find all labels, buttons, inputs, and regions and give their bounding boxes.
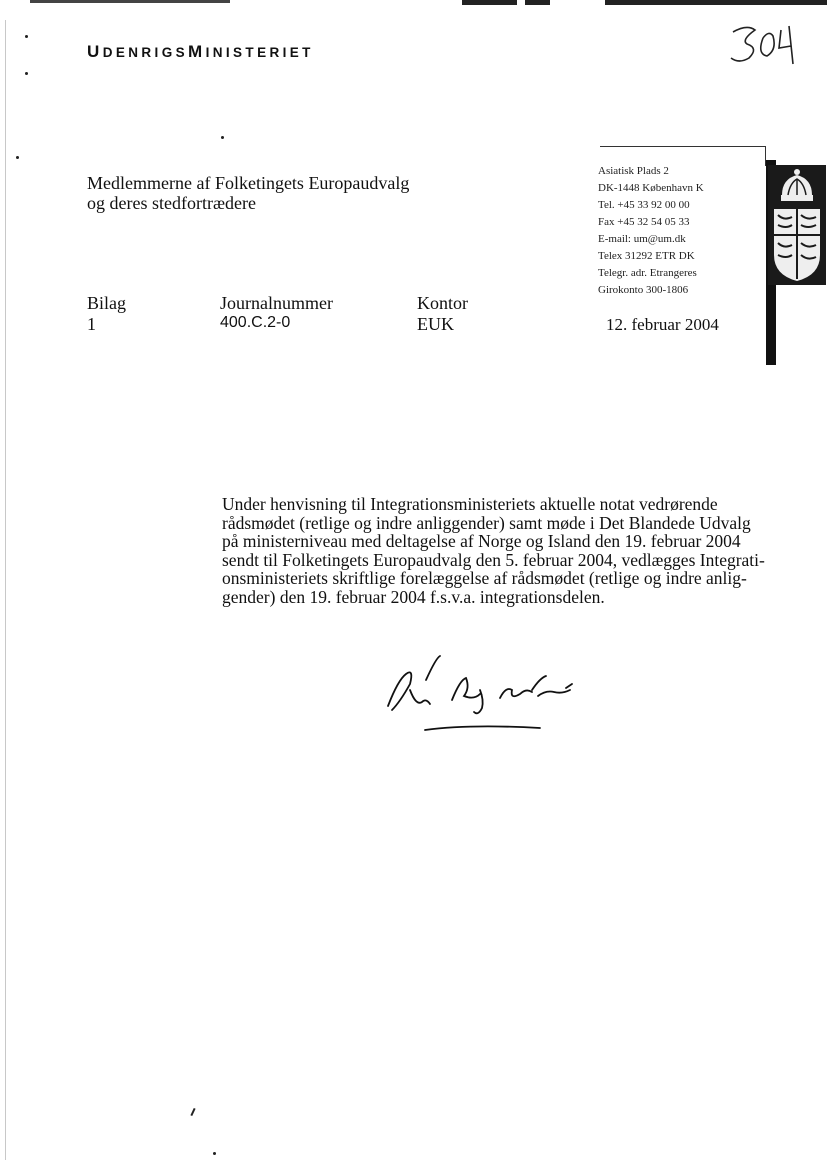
- scan-speck: [16, 156, 19, 159]
- scan-artifact: [605, 0, 827, 5]
- bilag-label: Bilag: [87, 293, 126, 313]
- scan-edge-line: [5, 20, 6, 1160]
- scan-speck: [213, 1152, 216, 1155]
- body-line: rådsmødet (retlige og indre anliggender) samt møde i Det Blandede Udvalg: [222, 512, 751, 533]
- body-line: gender) den 19. februar 2004 f.s.v.a. integrationsdelen.: [222, 586, 605, 607]
- recipient-line: Medlemmerne af Folketingets Europaudvalg: [87, 173, 410, 193]
- body-line: onsministeriets skriftlige forelæggelse af rådsmødet (retlige og indre anlig-: [222, 568, 747, 589]
- recipient-line: og deres stedfortrædere: [87, 193, 256, 213]
- body-line: Under henvisning til Integrationsministeriets aktuelle notat vedrørende: [222, 494, 718, 514]
- kontor-value: EUK: [417, 314, 454, 334]
- handwritten-signature: [370, 650, 590, 740]
- scan-speck: [25, 72, 28, 75]
- ministry-address: [598, 163, 704, 299]
- scan-speck: [25, 35, 28, 38]
- scan-speck: [190, 1108, 195, 1116]
- letter-date: 12. februar 2004: [606, 315, 719, 334]
- address-line: Asiatisk Plads 2: [598, 165, 669, 177]
- address-rule: [600, 146, 765, 147]
- address-line: Fax +45 32 54 05 33: [598, 216, 690, 228]
- scan-artifact: [525, 0, 550, 5]
- journal-value: 400.C.2-0: [220, 314, 291, 331]
- recipient-block: [87, 173, 409, 213]
- handwritten-archive-number: [727, 20, 803, 68]
- address-line: Girokonto 300-1806: [598, 284, 689, 296]
- royal-crest-icon: [768, 165, 826, 285]
- body-line: sendt til Folketingets Europaudvalg den 5. februar 2004, vedlægges Integrati-: [222, 549, 765, 570]
- address-line: Tel. +45 33 92 00 00: [598, 199, 690, 211]
- ministry-name: UDENRIGSMINISTERIET: [87, 42, 314, 61]
- address-line: Telegr. adr. Etrangeres: [598, 267, 697, 279]
- letter-body: [222, 495, 782, 607]
- kontor-label: Kontor: [417, 293, 468, 313]
- address-line: E-mail: um@um.dk: [598, 233, 686, 245]
- body-line: på ministerniveau med deltagelse af Norge og Island den 19. februar 2004: [222, 531, 741, 552]
- scan-speck: [221, 136, 224, 139]
- journal-label: Journalnummer: [220, 293, 333, 313]
- address-line: Telex 31292 ETR DK: [598, 250, 695, 262]
- scan-artifact: [30, 0, 230, 3]
- scan-artifact: [462, 0, 517, 5]
- bilag-value: 1: [87, 314, 96, 334]
- address-line: DK-1448 København K: [598, 182, 704, 194]
